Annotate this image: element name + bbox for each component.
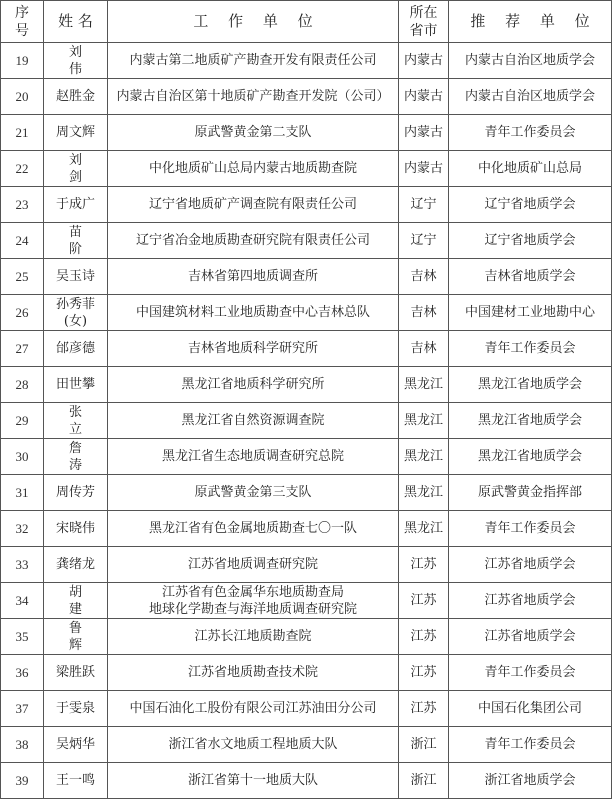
row-recommender: 原武警黄金指挥部	[449, 475, 612, 511]
table-row	[1, 583, 612, 619]
table-row	[1, 691, 612, 727]
row-work-unit: 吉林省第四地质调查所	[108, 259, 399, 295]
row-work-unit: 江苏省地质调查研究院	[108, 547, 399, 583]
row-index: 24	[1, 223, 44, 259]
header-name: 姓 名	[44, 1, 108, 43]
row-index: 31	[1, 475, 44, 511]
row-name: 龚绪龙	[44, 547, 108, 583]
row-index: 19	[1, 43, 44, 79]
row-province: 吉林	[399, 331, 449, 367]
row-recommender: 中国石化集团公司	[449, 691, 612, 727]
row-recommender: 内蒙古自治区地质学会	[449, 43, 612, 79]
row-name: 张立	[44, 403, 108, 439]
row-work-unit: 黑龙江省地质科学研究所	[108, 367, 399, 403]
row-province: 内蒙古	[399, 43, 449, 79]
row-province: 黑龙江	[399, 475, 449, 511]
header-recommender: 推 荐 单 位	[449, 1, 612, 43]
row-recommender: 青年工作委员会	[449, 727, 612, 763]
row-province: 黑龙江	[399, 439, 449, 475]
row-province: 江苏	[399, 583, 449, 619]
row-recommender: 青年工作委员会	[449, 655, 612, 691]
row-work-unit: 浙江省水文地质工程地质大队	[108, 727, 399, 763]
row-index: 27	[1, 331, 44, 367]
row-index: 38	[1, 727, 44, 763]
table-row	[1, 43, 612, 79]
row-province: 黑龙江	[399, 511, 449, 547]
row-work-unit: 江苏省有色金属华东地质勘查局 地球化学勘查与海洋地质调查研究院	[108, 583, 399, 619]
row-work-unit: 浙江省第十一地质大队	[108, 763, 399, 799]
row-name: 孙秀菲(女)	[44, 295, 108, 331]
row-index: 25	[1, 259, 44, 295]
row-province: 内蒙古	[399, 115, 449, 151]
row-name: 邰彦德	[44, 331, 108, 367]
row-name: 周传芳	[44, 475, 108, 511]
row-recommender: 江苏省地质学会	[449, 619, 612, 655]
row-work-unit: 黑龙江省自然资源调查院	[108, 403, 399, 439]
row-recommender: 吉林省地质学会	[449, 259, 612, 295]
row-work-unit: 黑龙江省生态地质调查研究总院	[108, 439, 399, 475]
row-work-unit: 原武警黄金第三支队	[108, 475, 399, 511]
row-name: 胡建	[44, 583, 108, 619]
header-province: 所在省市	[399, 1, 449, 43]
table-row	[1, 475, 612, 511]
row-province: 内蒙古	[399, 151, 449, 187]
table-row	[1, 727, 612, 763]
table-row	[1, 259, 612, 295]
row-name: 宋晓伟	[44, 511, 108, 547]
row-index: 32	[1, 511, 44, 547]
table-row	[1, 511, 612, 547]
row-recommender: 内蒙古自治区地质学会	[449, 79, 612, 115]
row-work-unit: 原武警黄金第二支队	[108, 115, 399, 151]
table-row	[1, 295, 612, 331]
row-index: 22	[1, 151, 44, 187]
row-work-unit: 中化地质矿山总局内蒙古地质勘查院	[108, 151, 399, 187]
row-index: 34	[1, 583, 44, 619]
row-province: 吉林	[399, 295, 449, 331]
table-row	[1, 655, 612, 691]
row-index: 21	[1, 115, 44, 151]
row-name: 王一鸣	[44, 763, 108, 799]
table-row	[1, 763, 612, 799]
row-index: 30	[1, 439, 44, 475]
row-name: 詹涛	[44, 439, 108, 475]
row-province: 浙江	[399, 727, 449, 763]
row-province: 江苏	[399, 619, 449, 655]
table-row	[1, 79, 612, 115]
row-work-unit: 江苏省地质勘查技术院	[108, 655, 399, 691]
row-recommender: 黑龙江省地质学会	[449, 367, 612, 403]
row-work-unit: 江苏长江地质勘查院	[108, 619, 399, 655]
row-recommender: 青年工作委员会	[449, 115, 612, 151]
row-province: 江苏	[399, 547, 449, 583]
row-recommender: 青年工作委员会	[449, 331, 612, 367]
row-work-unit: 中国建筑材料工业地质勘查中心吉林总队	[108, 295, 399, 331]
row-province: 黑龙江	[399, 367, 449, 403]
row-name: 于雯泉	[44, 691, 108, 727]
row-province: 辽宁	[399, 223, 449, 259]
row-name: 苗阶	[44, 223, 108, 259]
table-row	[1, 331, 612, 367]
row-province: 辽宁	[399, 187, 449, 223]
row-work-unit: 内蒙古自治区第十地质矿产勘查开发院（公司）	[108, 79, 399, 115]
row-index: 33	[1, 547, 44, 583]
table-row	[1, 403, 612, 439]
table-row	[1, 187, 612, 223]
table-row	[1, 439, 612, 475]
row-work-unit: 黑龙江省有色金属地质勘查七〇一队	[108, 511, 399, 547]
row-name: 于成广	[44, 187, 108, 223]
table-row	[1, 115, 612, 151]
row-province: 吉林	[399, 259, 449, 295]
row-index: 36	[1, 655, 44, 691]
row-recommender: 辽宁省地质学会	[449, 223, 612, 259]
table-row	[1, 547, 612, 583]
header-index: 序号	[1, 1, 44, 43]
row-province: 浙江	[399, 763, 449, 799]
row-index: 35	[1, 619, 44, 655]
row-province: 江苏	[399, 655, 449, 691]
row-index: 20	[1, 79, 44, 115]
row-work-unit: 中国石油化工股份有限公司江苏油田分公司	[108, 691, 399, 727]
row-name: 刘伟	[44, 43, 108, 79]
row-name: 赵胜金	[44, 79, 108, 115]
row-index: 37	[1, 691, 44, 727]
row-recommender: 中化地质矿山总局	[449, 151, 612, 187]
row-index: 39	[1, 763, 44, 799]
table-row	[1, 223, 612, 259]
row-work-unit: 辽宁省冶金地质勘查研究院有限责任公司	[108, 223, 399, 259]
row-work-unit: 吉林省地质科学研究所	[108, 331, 399, 367]
row-name: 鲁辉	[44, 619, 108, 655]
row-province: 黑龙江	[399, 403, 449, 439]
row-index: 28	[1, 367, 44, 403]
row-work-unit: 辽宁省地质矿产调查院有限责任公司	[108, 187, 399, 223]
table-row	[1, 619, 612, 655]
header-work-unit: 工 作 单 位	[108, 1, 399, 43]
row-recommender: 江苏省地质学会	[449, 583, 612, 619]
row-recommender: 辽宁省地质学会	[449, 187, 612, 223]
row-name: 吴玉诗	[44, 259, 108, 295]
row-name: 刘剑	[44, 151, 108, 187]
row-recommender: 黑龙江省地质学会	[449, 403, 612, 439]
row-name: 吴炳华	[44, 727, 108, 763]
row-index: 26	[1, 295, 44, 331]
row-province: 内蒙古	[399, 79, 449, 115]
row-name: 田世攀	[44, 367, 108, 403]
row-work-unit: 内蒙古第二地质矿产勘查开发有限责任公司	[108, 43, 399, 79]
table-row	[1, 151, 612, 187]
row-name: 梁胜跃	[44, 655, 108, 691]
row-index: 29	[1, 403, 44, 439]
row-recommender: 浙江省地质学会	[449, 763, 612, 799]
row-index: 23	[1, 187, 44, 223]
row-recommender: 中国建材工业地勘中心	[449, 295, 612, 331]
row-recommender: 青年工作委员会	[449, 511, 612, 547]
row-name: 周文辉	[44, 115, 108, 151]
table-row	[1, 367, 612, 403]
row-province: 江苏	[399, 691, 449, 727]
table-header-row	[1, 1, 612, 43]
row-recommender: 江苏省地质学会	[449, 547, 612, 583]
row-recommender: 黑龙江省地质学会	[449, 439, 612, 475]
